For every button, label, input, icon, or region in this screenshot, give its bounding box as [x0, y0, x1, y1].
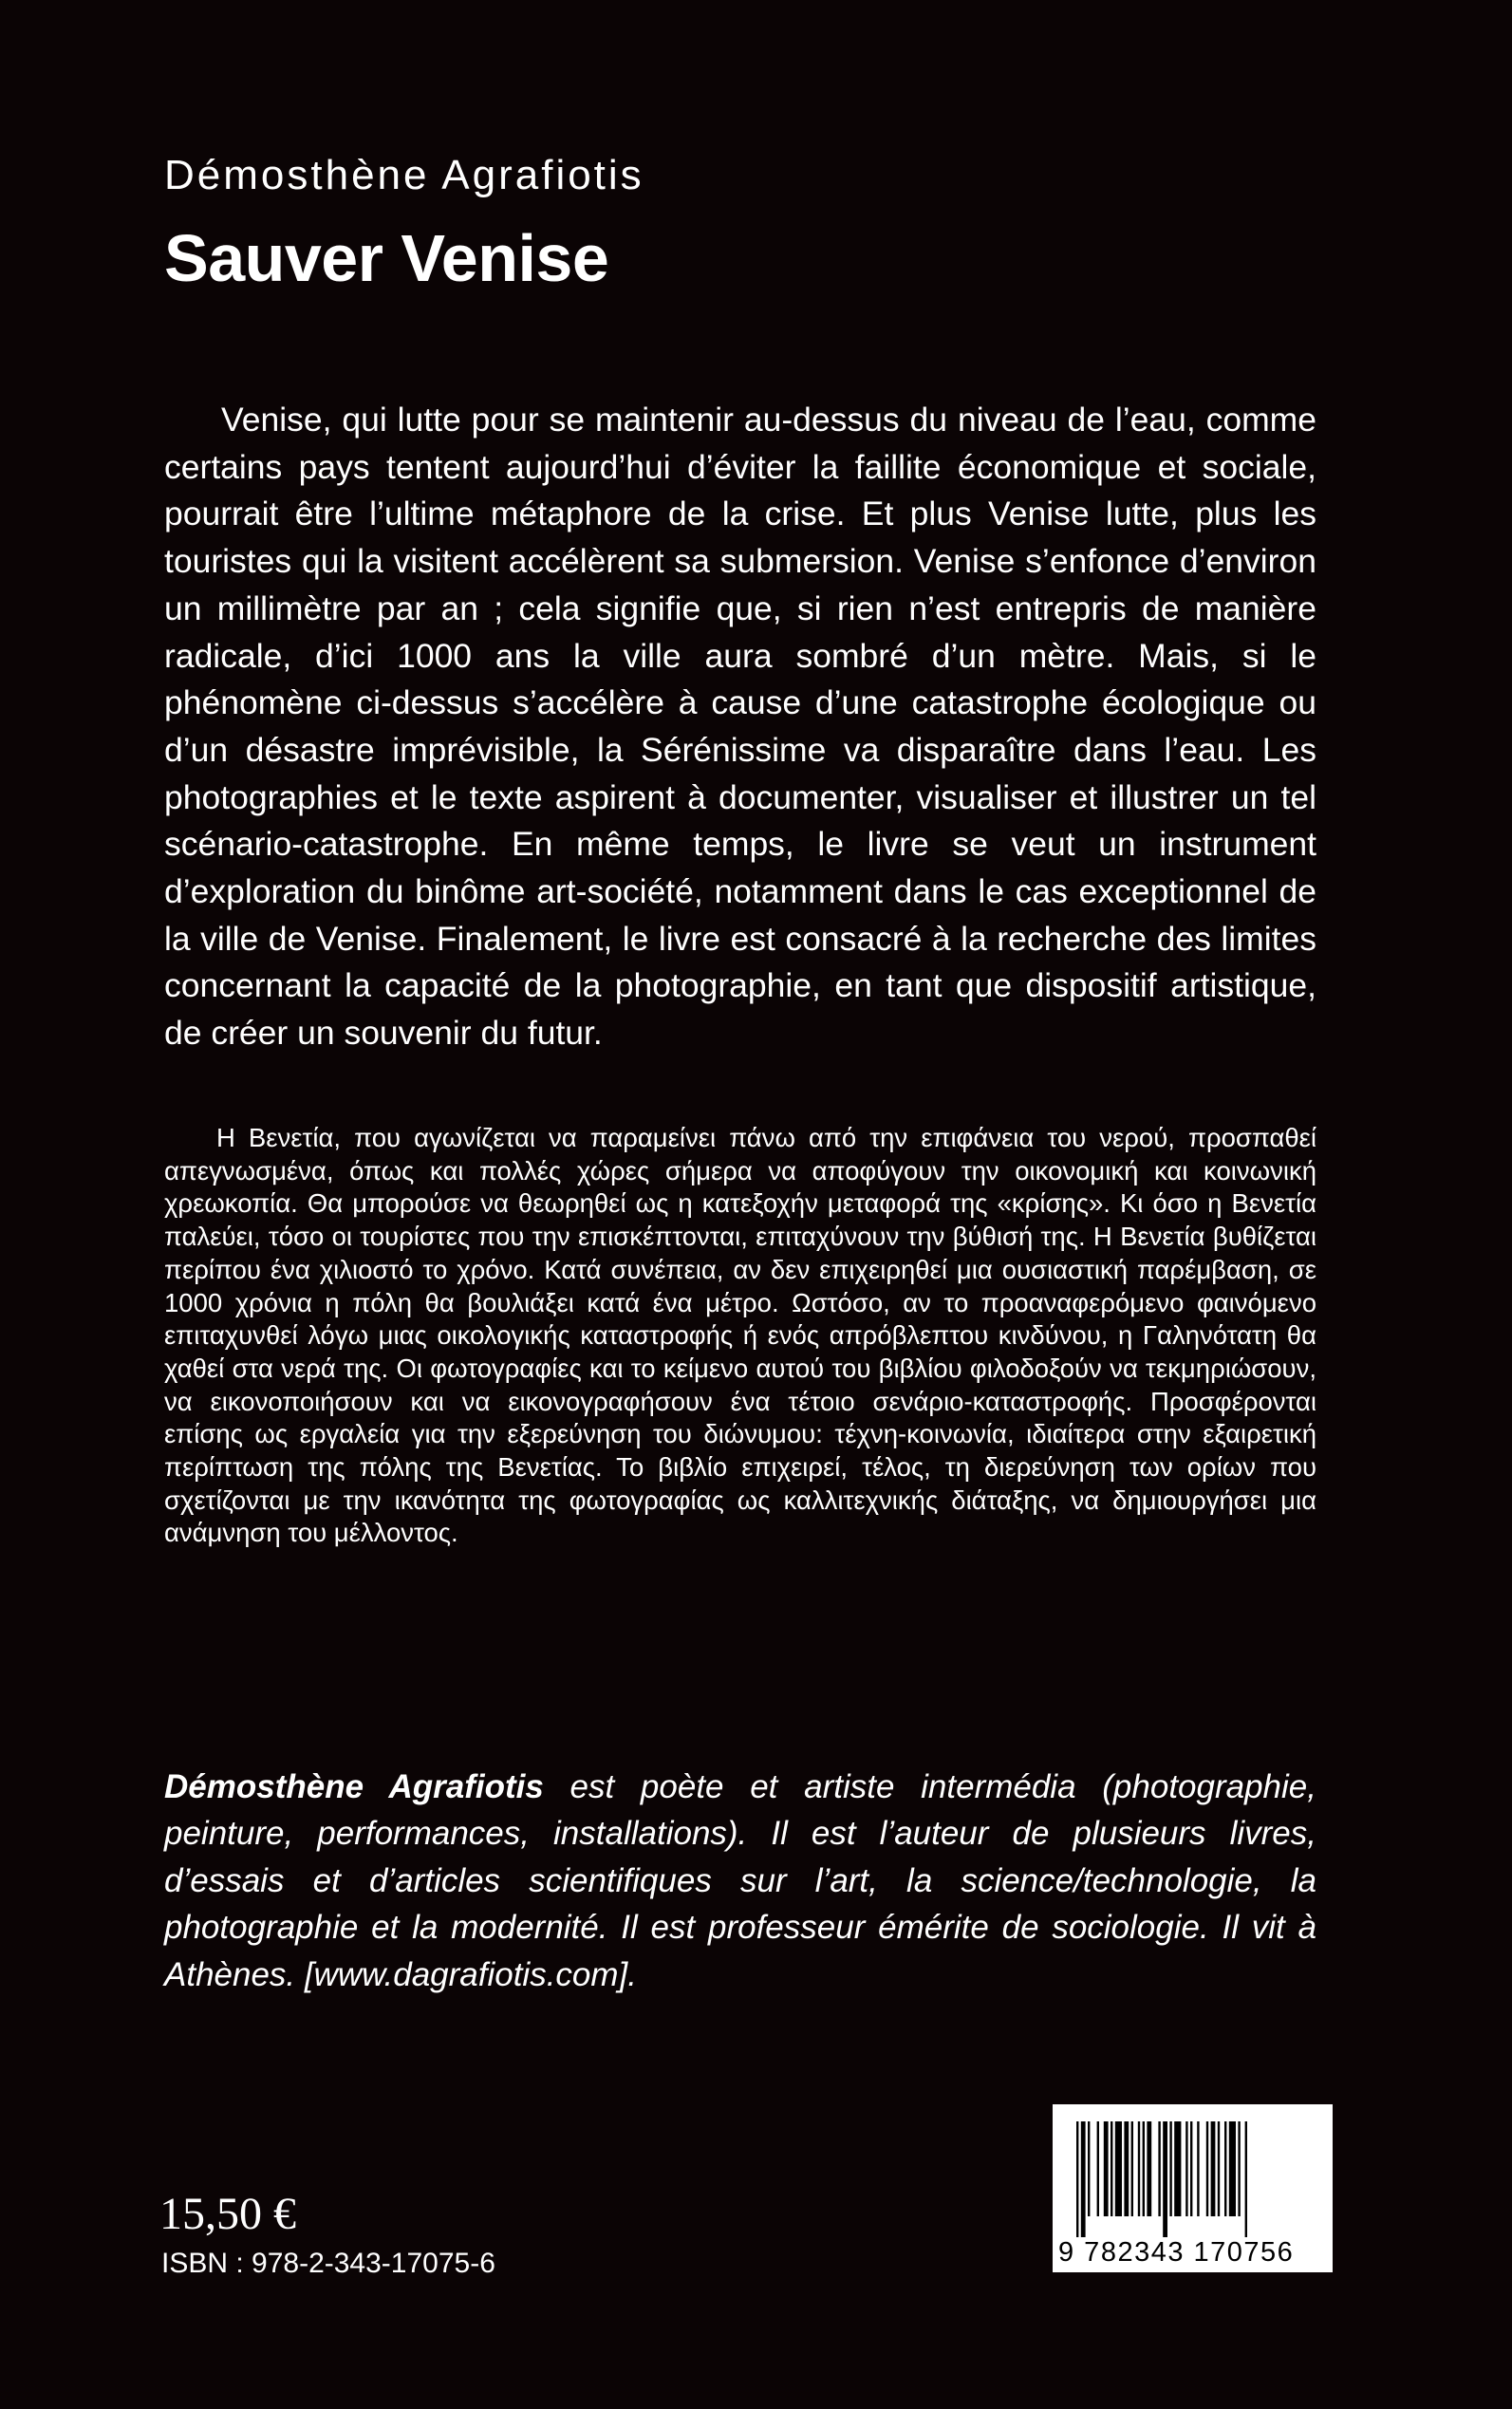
barcode-bar — [1224, 2121, 1226, 2216]
barcode-bar — [1115, 2121, 1122, 2216]
barcode-bar — [1245, 2121, 1247, 2237]
barcode-bar — [1238, 2121, 1240, 2216]
isbn: ISBN : 978-2-343-17075-6 — [161, 2248, 495, 2279]
bio-author-name: Démosthène Agrafiotis — [164, 1768, 544, 1805]
barcode-bar — [1104, 2121, 1109, 2216]
barcode-bar — [1218, 2121, 1220, 2216]
barcode-bars — [1076, 2121, 1314, 2237]
barcode-bar — [1158, 2121, 1160, 2216]
price: 15,50 € — [159, 2189, 296, 2239]
barcode-bar — [1229, 2121, 1236, 2216]
barcode-bar — [1206, 2121, 1208, 2216]
french-blurb: Venise, qui lutte pour se maintenir au-dessus du niveau de l’eau, comme certains pays tentent aujourd’hui d’éviter la faillite économique et sociale, pourrait être l’ultime métaphore de la crise. Et plus Venise lutte, plus les touristes qui la visitent accélèrent sa submersion. Venise s’enfonce d’environ un millimètre par an ; cela signifie que, si rien n’est entrepris de manière radicale, d’ici 1000 ans la ville aura sombré d’un mètre. Mais, si le phénomène ci-dessus s’accélère à cause d’une catastrophe écologique ou d’un désastre imprévisible, la Sérénissime va disparaître dans l’eau. Les photographies et le texte aspirent à documenter, visualiser et illustrer un tel scénario-catastrophe. En même temps, le livre se veut un instrument d’exploration du binôme art-société, notamment dans le cas exceptionnel de la ville de Venise. Finalement, le livre est consacré à la recherche des limites concernant la capacité de la photographie, en tant que dispositif artistique, de créer un souvenir du futur. — [164, 401, 1316, 1053]
bio-text: est poète et artiste intermédia (photographie, peinture, performances, installations). Il est l’auteur de plusieurs livres, d’essais et d’articles scientifiques sur l’art, la science/technologie, la photographie et la modernité. Il est professeur émérite de sociologie. Il vit à Athènes. [www.dagrafiotis.com]. — [164, 1768, 1316, 1993]
barcode-bar — [1211, 2121, 1216, 2216]
barcode-number: 9 782343 170756 — [1058, 2237, 1295, 2268]
barcode-bar — [1138, 2121, 1140, 2216]
barcode — [1053, 2104, 1333, 2272]
barcode-bar — [1163, 2121, 1167, 2237]
barcode-bar — [1124, 2121, 1129, 2216]
barcode-bar — [1111, 2121, 1112, 2216]
barcode-bar — [1190, 2121, 1192, 2216]
book-title: Sauver Venise — [164, 221, 609, 295]
greek-blurb: Η Βενετία, που αγωνίζεται να παραμείνει πάνω από την επιφάνεια του νερού, προσπαθεί απεγνωσμένα, όπως και πολλές χώρες σήμερα να αποφύγουν την οικονομική και κοινωνική χρεωκοπία. Θα μπορούσε να θεωρηθεί ως η κατεξοχήν μεταφορά της «κρίσης». Κι όσο η Βενετία παλεύει, τόσο οι τουρίστες που την επισκέπτονται, επιταχύνουν την βύθισή της. Η Βενετία βυθίζεται περίπου ένα χιλιοστό το χρόνο. Κατά συνέπεια, αν δεν επιχειρηθεί μια ουσιαστική παρέμβαση, σε 1000 χρόνια η πόλη θα βουλιάξει κατά ένα μέτρο. Ωστόσο, αν το προαναφερόμενο φαινόμενο επιταχυνθεί λόγω μιας οικολογικής καταστροφής ή ενός απρόβλεπτου κινδύνου, η Γαληνότατη θα χαθεί στα νερά της. Οι φωτογραφίες και το κείμενο αυτού του βιβλίου φιλοδοξούν να τεκμηριώσουν, να εικονοποιήσουν και να εικονογραφήσουν ένα τέτοιο σενάριο-καταστροφής. Προσφέρονται επίσης ως εργαλεία για την εξερεύνηση του διώνυμου: τέχνη-κοινωνία, ιδιαίτερα στην εξαιρετική περίπτωση της πόλης της Βενετίας. Το βιβλίο επιχειρεί, τέλος, τη διερεύνηση των ορίων που σχετίζονται με την ικανότητα της φωτογραφίας ως καλλιτεχνικής διάταξης, να δημιουργήσει μια ανάμνηση του μέλλοντος. — [164, 1123, 1316, 1548]
barcode-bar — [1185, 2121, 1187, 2216]
barcode-bar — [1081, 2121, 1086, 2237]
barcode-bar — [1143, 2121, 1145, 2216]
barcode-bar — [1169, 2121, 1171, 2216]
barcode-bar — [1076, 2121, 1078, 2237]
author-bio — [164, 1764, 1316, 1998]
barcode-bar — [1131, 2121, 1133, 2216]
barcode-bar — [1197, 2121, 1199, 2216]
barcode-bar — [1097, 2121, 1099, 2216]
author-name: Démosthène Agrafiotis — [164, 152, 644, 198]
barcode-bar — [1174, 2121, 1181, 2216]
barcode-bar — [1147, 2121, 1151, 2216]
barcode-bar — [1088, 2121, 1090, 2216]
